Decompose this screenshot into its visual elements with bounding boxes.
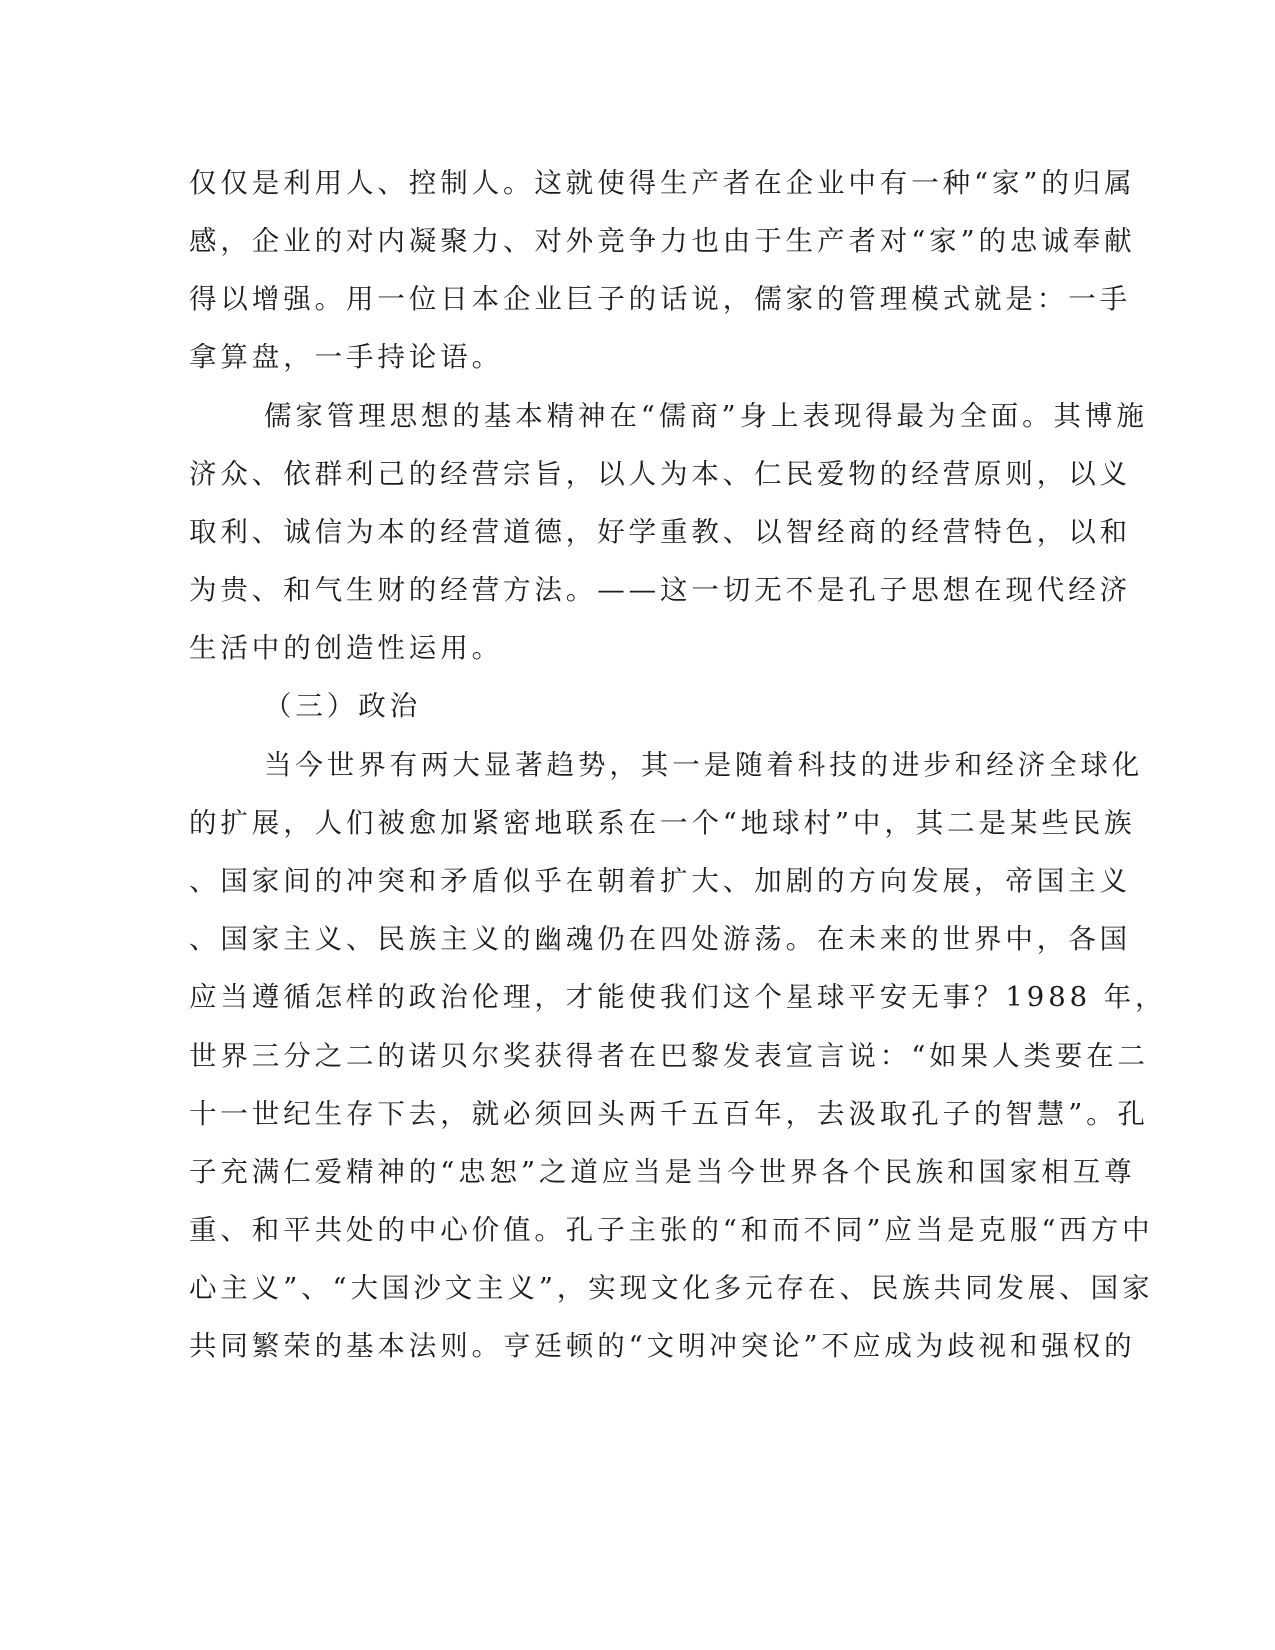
text-line: 、国家间的冲突和矛盾似乎在朝着扩大、加剧的方向发展，帝国主义 — [189, 865, 1131, 897]
text-line: 仅仅是利用人、控制人。这就使得生产者在企业中有一种“家”的归属 — [189, 167, 1136, 199]
text-line: 应当遵循怎样的政治伦理，才能使我们这个星球平安无事？1988 年， — [189, 981, 1167, 1013]
text-line: 取利、诚信为本的经营道德，好学重教、以智经商的经营特色，以和 — [189, 516, 1131, 548]
text-line: 、国家主义、民族主义的幽魂仍在四处游荡。在未来的世界中，各国 — [189, 923, 1131, 955]
text-line: 重、和平共处的中心价值。孔子主张的“和而不同”应当是克服“西方中 — [189, 1214, 1154, 1246]
text-line: 感，企业的对内凝聚力、对外竞争力也由于生产者对“家”的忠诚奉献 — [189, 225, 1136, 257]
text-line: 心主义”、“大国沙文主义”，实现文化多元存在、民族共同发展、国家 — [189, 1272, 1154, 1304]
text-line: 生活中的创造性运用。 — [189, 632, 503, 664]
text-line: 当今世界有两大显著趋势，其一是随着科技的进步和经济全球化 — [264, 749, 1144, 781]
text-line: 拿算盘，一手持论语。 — [189, 341, 503, 373]
text-line: 共同繁荣的基本法则。亨廷顿的“文明冲突论”不应成为歧视和强权的 — [189, 1330, 1136, 1362]
text-line: 得以增强。用一位日本企业巨子的话说，儒家的管理模式就是：一手 — [189, 283, 1131, 315]
section-heading: （三）政治 — [264, 690, 421, 722]
text-line: 十一世纪生存下去，就必须回头两千五百年，去汲取孔子的智慧”。孔 — [189, 1098, 1149, 1130]
text-line: 子充满仁爱精神的“忠恕”之道应当是当今世界各个民族和国家相互尊 — [189, 1156, 1136, 1188]
text-line: 世界三分之二的诺贝尔奖获得者在巴黎发表宣言说：“如果人类要在二 — [189, 1040, 1149, 1072]
text-line: 济众、依群利己的经营宗旨，以人为本、仁民爱物的经营原则，以义 — [189, 458, 1131, 490]
text-line: 儒家管理思想的基本精神在“儒商”身上表现得最为全面。其博施 — [264, 400, 1148, 432]
text-line: 为贵、和气生财的经营方法。——这一切无不是孔子思想在现代经济 — [189, 574, 1131, 606]
text-line: 的扩展，人们被愈加紧密地联系在一个“地球村”中，其二是某些民族 — [189, 807, 1136, 839]
